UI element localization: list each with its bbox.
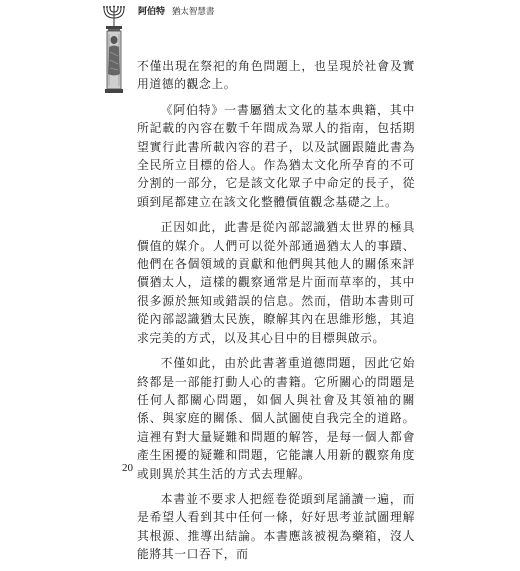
paragraph: 《阿伯特》一書屬猶太文化的基本典籍，其中所記載的內容在數千年間成為眾人的指南，包括期望實行此書所載內容的君子，以及試圖跟隨此書為全民所立目標的俗人。作為猶太文化所孕育的不可分割的一部分，它是該文化眾子中命定的長子，從頭到尾都建立在該文化整體價值觀念基礎之上。 [137,102,415,209]
paragraph: 不僅出現在祭祀的角色問題上，也呈現於社會及實用道德的觀念上。 [137,59,415,92]
running-header [138,6,214,18]
header-book-title: 阿伯特 [138,7,166,17]
paragraph: 正因如此，此書是從內部認識猶太世界的極具價值的媒介。人們可以從外部通過猶太人的事蹟、他們在各個領域的貢獻和他們與其他人的關係來評價猶太人，這樣的觀察通常是片面而草率的，其中很多源於無知或錯誤的信息。然而，借助本書則可從內部認識猶太民族，瞭解其內在思維形態，其追求完美的方式，以及其心目中的目標與啟示。 [137,220,415,345]
page-number: 20 [122,462,133,474]
paragraph: 本書並不要求人把經卷從頭到尾誦讀一遍，而是希望人看到其中任何一條，好好思考並試圖理解其根源、推導出結論。本書應該被視為藥箱，沒人能將其一口吞下，而 [137,491,415,562]
menorah-emblem-icon [98,4,130,96]
header-subtitle: 猶太智慧書 [171,7,215,17]
body-text [137,57,415,571]
paragraph: 不僅如此，由於此書著重道德問題，因此它始終都是一部能打動人心的書籍。它所關心的問題是任何人都關心問題，如個人與社會及其領袖的關係、與家庭的關係、個人試圖使自我完全的道路。這裡有對大量疑難和問題的解答，是每一個人都會產生困擾的疑難和問題，它能讓人用新的觀察角度或則異於其生活的方式去理解。 [137,356,415,481]
